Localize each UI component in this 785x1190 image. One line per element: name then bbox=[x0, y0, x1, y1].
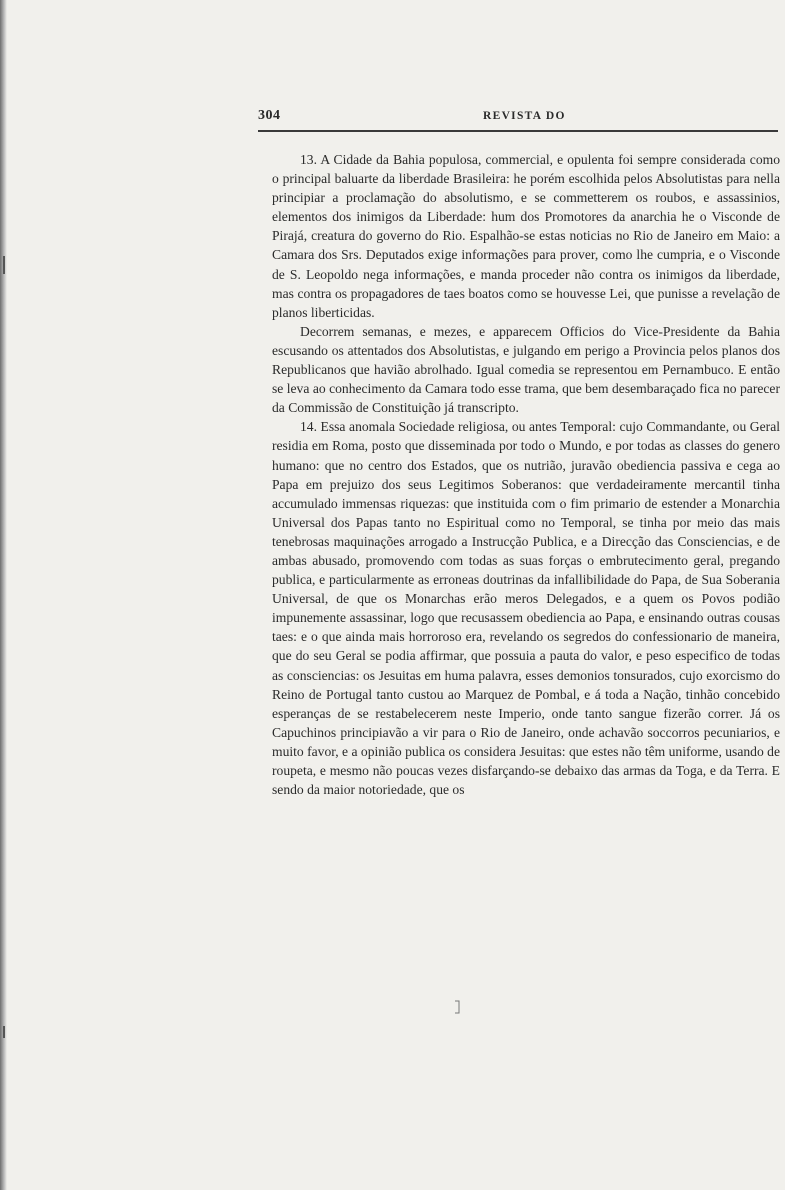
page-number: 304 bbox=[258, 108, 281, 123]
paragraph-13-continued: Decorrem semanas, e mezes, e apparecem Officios do Vice-Presidente da Bahia escusando os attentados dos Absolutistas, e julgando em perigo a Provincia pelos planos dos Republicanos que havião abrolhado. Igual comedia se representou em Pernambuco. E então se leva ao conhecimento da Camara todo esse trama, que bem desembaraçado fica no parecer da Commissão de Constituição já transcripto. bbox=[272, 323, 780, 416]
body-text bbox=[272, 150, 780, 799]
bracket-mark bbox=[452, 1000, 462, 1014]
edge-mark-upper bbox=[3, 256, 5, 274]
header-rule bbox=[258, 130, 778, 132]
page-header bbox=[258, 108, 778, 128]
edge-mark-lower bbox=[3, 1026, 5, 1038]
paragraph-13: 13. A Cidade da Bahia populosa, commercial, e opulenta foi sempre considerada como o principal baluarte da liberdade Brasileira: he porém escolhida pelos Absolutistas para nella principiar a proclamação do absolutismo, e se commetterem os roubos, e assassinios, elementos dos inimigos da Liberdade: hum dos Promotores da anarchia he o Visconde de Pirajá, creatura do governo do Rio. Espalhão-se estas noticias no Rio de Janeiro em Maio: a Camara dos Srs. Deputados exige informações para prover, como lhe cumpria, e o Visconde de S. Leopoldo nega informações, e manda proceder não contra os inimigos da liberdade, mas contra os propagadores de taes boatos como se houvesse Lei, que punisse a revelação de planos liberticidas. bbox=[272, 152, 780, 320]
running-title: REVISTA DO bbox=[483, 110, 566, 122]
paragraph-14: 14. Essa anomala Sociedade religiosa, ou antes Temporal: cujo Commandante, ou Geral residia em Roma, posto que disseminada por todo o Mundo, e por todas as classes do genero humano: que no centro dos Estados, que os nutrião, juravão obediencia passiva e cega ao Papa em prejuizo dos seus Legitimos Soberanos: que verdadeiramente mercantil tinha accumulado immensas riquezas: que instituida com o fim primario de estender a Monarchia Universal dos Papas tanto no Espiritual como no Temporal, se tinha por meio das mais tenebrosas maquinações arrogado a Instrucção Publica, e a Direcção das Consciencias, e de ambas abusado, promovendo com todas as suas forças o embrutecimento geral, pregando publica, e particularmente as erroneas doutrinas da infallibilidade do Papa, de Sua Soberania Universal, de que os Monarchas erão meros Delegados, e a quem os Povos podião impunemente assassinar, logo que recusassem obediencia ao Papa, e ensinando outras cousas taes: e o que ainda mais horroroso era, revelando os segredos do confessionario de maneira, que do seu Geral se podia affirmar, que possuia a pauta do valor, e peso especifico de todas as consciencias: os Jesuitas em huma palavra, esses demonios tonsurados, cujo exorcismo do Reino de Portugal tanto custou ao Marquez de Pombal, e á toda a Nação, tinhão concebido esperanças de se restabelecerem neste Imperio, onde tanto sangue fizerão correr. Já os Capuchinos principiavão a vir para o Rio de Janeiro, onde achavão soccorros pecuniarios, e muito favor, e a opinião publica os considera Jesuitas: que estes não têm uniforme, usando de roupeta, e mesmo não poucas vezes disfarçando-se debaixo das armas da Toga, e da Terra. E sendo da maior notoriedade, que os bbox=[272, 419, 780, 798]
page-binding-edge bbox=[0, 0, 7, 1190]
